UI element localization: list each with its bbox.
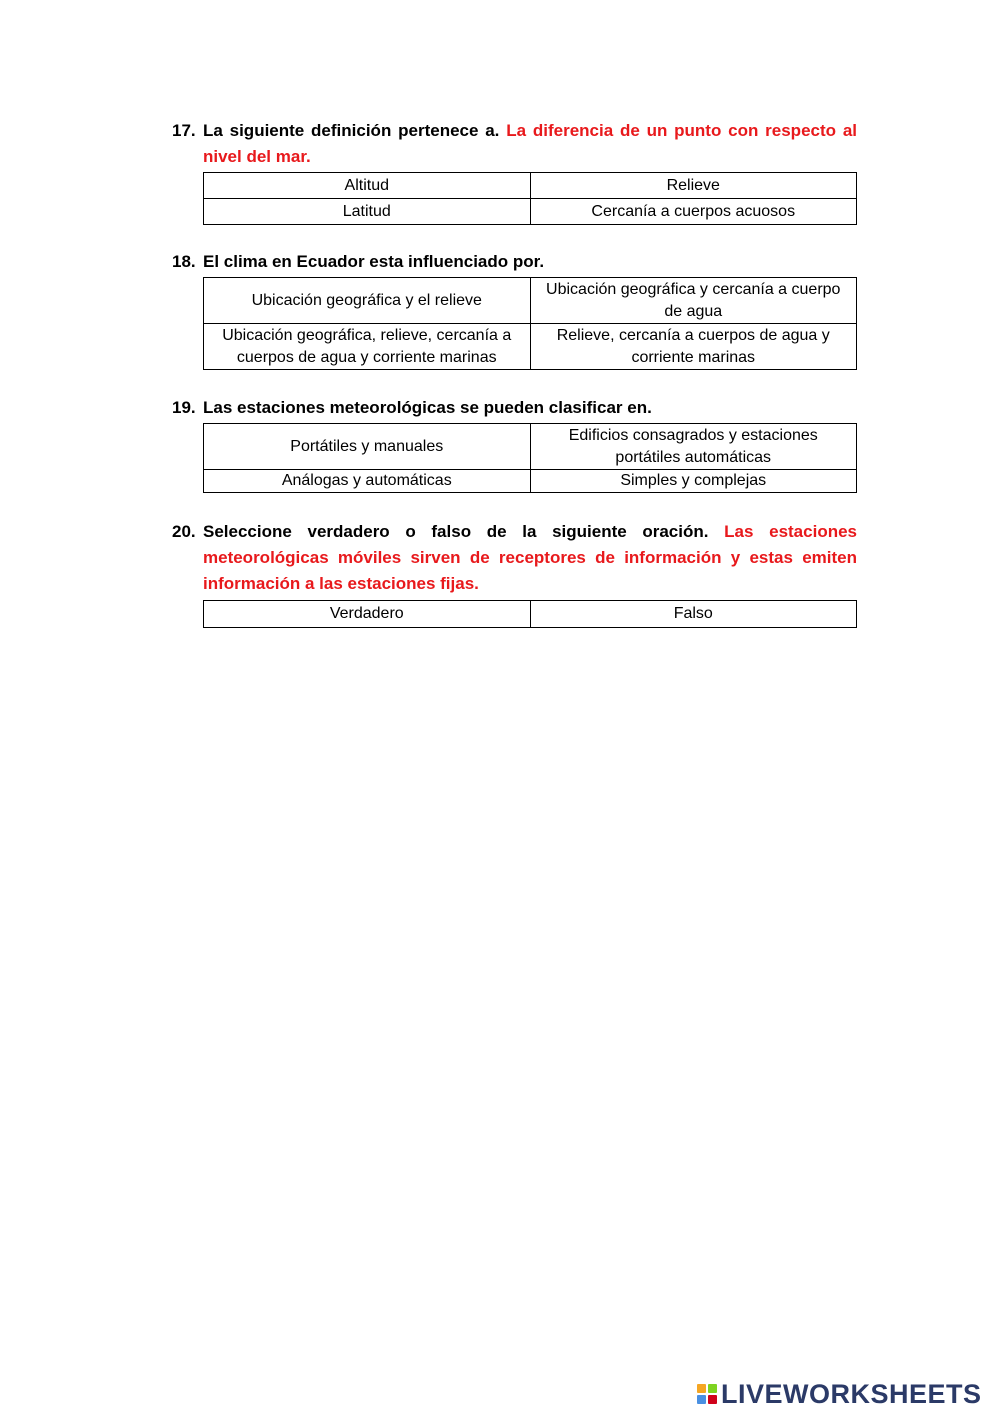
option-ubicacion-relieve[interactable]: Ubicación geográfica y el relieve <box>204 278 531 324</box>
options-table-18 <box>203 277 857 370</box>
question-20 <box>172 519 857 628</box>
question-number: 19. <box>172 398 196 417</box>
option-analogas-automaticas[interactable]: Análogas y automáticas <box>204 470 531 493</box>
options-table-19 <box>203 423 857 493</box>
question-18 <box>172 249 857 370</box>
options-table-17 <box>203 172 857 225</box>
option-edificios-consagrados[interactable]: Edificios consagrados y estaciones portátiles automáticas <box>530 424 857 470</box>
question-highlight: Las estaciones meteorológicas móviles sirven de receptores de información y estas emiten información a las estaciones fijas. <box>203 522 857 593</box>
logo-square-icon <box>708 1395 717 1404</box>
question-20-text <box>172 519 857 597</box>
question-prompt: La siguiente definición pertenece a. <box>203 121 500 140</box>
option-falso[interactable]: Falso <box>530 601 857 628</box>
logo-text: LIVEWORKSHEETS <box>721 1378 982 1409</box>
option-latitud[interactable]: Latitud <box>204 199 531 225</box>
option-verdadero[interactable]: Verdadero <box>204 601 531 628</box>
option-ubicacion-agua[interactable]: Ubicación geográfica y cercanía a cuerpo de agua <box>530 278 857 324</box>
logo-square-icon <box>697 1395 706 1404</box>
option-portatiles-manuales[interactable]: Portátiles y manuales <box>204 424 531 470</box>
question-number: 17. <box>172 121 196 140</box>
logo-square-icon <box>708 1384 717 1393</box>
question-19-text <box>172 395 857 421</box>
logo-square-icon <box>697 1384 706 1393</box>
logo-mark-icon <box>697 1384 717 1404</box>
question-prompt: Las estaciones meteorológicas se pueden clasificar en. <box>203 398 652 417</box>
option-relieve[interactable]: Relieve <box>530 173 857 199</box>
question-18-text <box>172 249 857 275</box>
option-simples-complejas[interactable]: Simples y complejas <box>530 470 857 493</box>
question-prompt: El clima en Ecuador esta influenciado por. <box>203 252 545 271</box>
question-number: 20. <box>172 522 196 541</box>
question-17-text <box>172 118 857 170</box>
question-19 <box>172 395 857 493</box>
option-relieve-agua-corriente[interactable]: Relieve, cercanía a cuerpos de agua y corriente marinas <box>530 324 857 370</box>
options-table-20 <box>203 600 857 628</box>
question-prompt: Seleccione verdadero o falso de la siguiente oración. <box>203 522 709 541</box>
liveworksheets-logo <box>697 1378 982 1410</box>
question-17 <box>172 118 857 225</box>
option-altitud[interactable]: Altitud <box>204 173 531 199</box>
option-cercania[interactable]: Cercanía a cuerpos acuosos <box>530 199 857 225</box>
option-ubicacion-relieve-agua-corriente[interactable]: Ubicación geográfica, relieve, cercanía a cuerpos de agua y corriente marinas <box>204 324 531 370</box>
question-number: 18. <box>172 252 196 271</box>
question-highlight: La diferencia de un punto con respecto al nivel del mar. <box>203 121 857 166</box>
